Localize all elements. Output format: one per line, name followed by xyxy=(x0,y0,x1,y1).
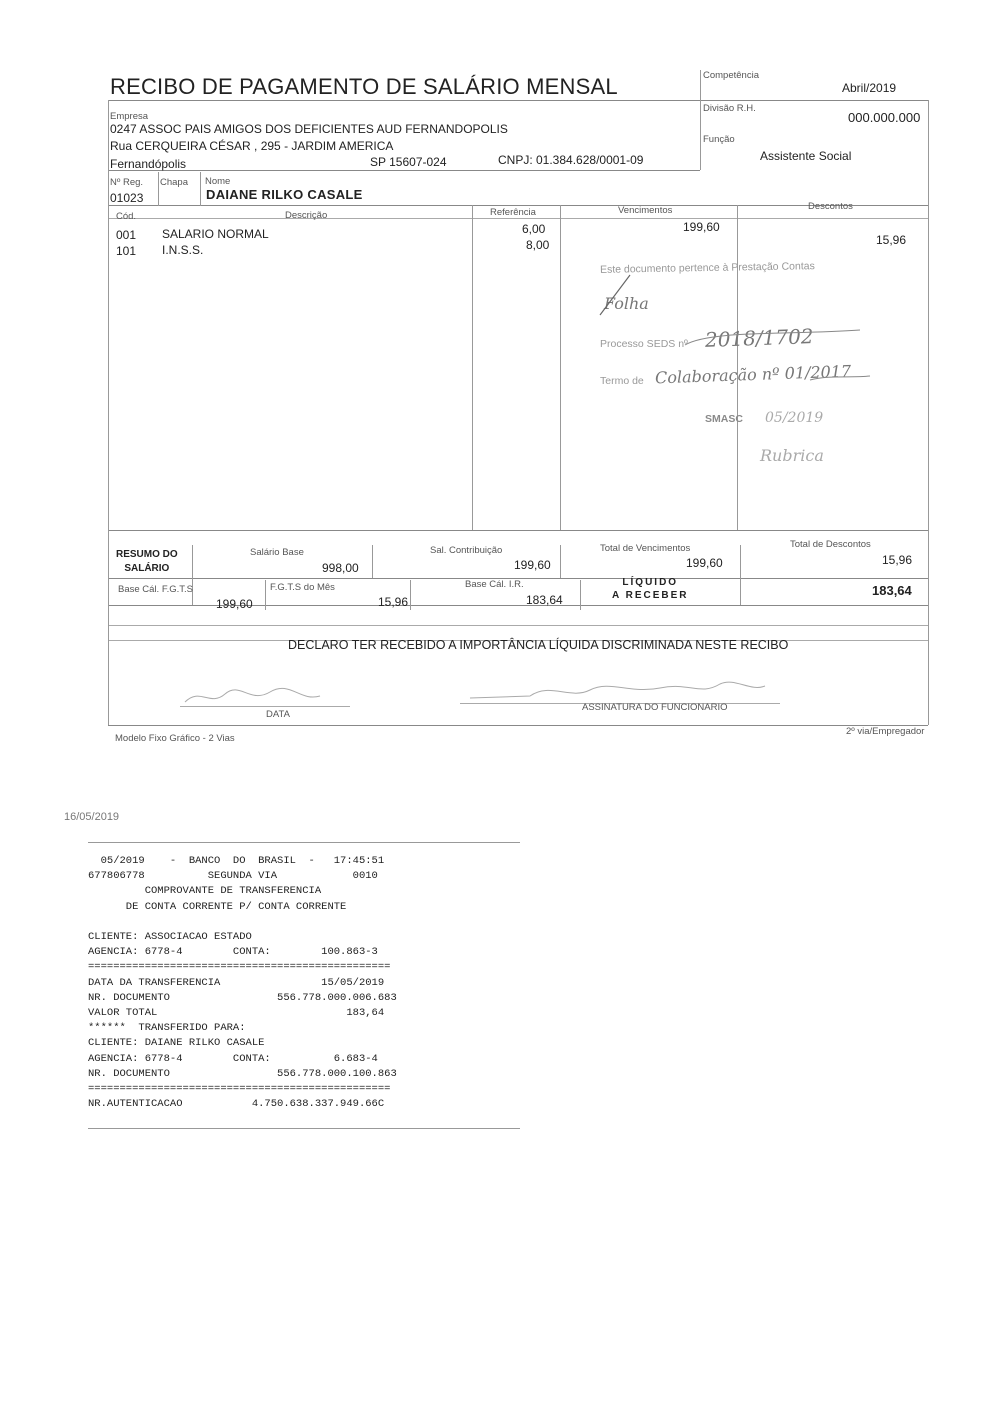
receipt-line: CLIENTE: DAIANE RILKO CASALE xyxy=(88,1037,265,1050)
stamp-handwriting: Colaboração nº 01/2017 xyxy=(654,361,852,388)
col-referencia: Referência xyxy=(490,207,536,218)
item-cod: 001 xyxy=(116,228,137,242)
base-fgts-label: Base Cál. F.G.T.S xyxy=(118,584,193,595)
col-descontos: Descontos xyxy=(808,201,853,212)
receipt-line: 677806778 SEGUNDA VIA 0010 xyxy=(88,870,378,883)
receipt-line: CLIENTE: ASSOCIACAO ESTADO xyxy=(88,931,252,944)
receipt-line: ****** TRANSFERIDO PARA: xyxy=(88,1022,246,1035)
print-date: 16/05/2019 xyxy=(64,811,120,823)
receipt-line: COMPROVANTE DE TRANSFERENCIA xyxy=(88,885,322,898)
empresa-label: Empresa xyxy=(110,111,149,122)
declaration-text: DECLARO TER RECEBIDO A IMPORTÂNCIA LÍQUIDA DISCRIMINADA NESTE RECIBO xyxy=(288,638,789,652)
receipt-line: ================================================ xyxy=(88,961,391,974)
col-descricao: Descrição xyxy=(285,210,328,221)
col-vencimentos: Vencimentos xyxy=(618,205,673,216)
receipt-body xyxy=(88,854,397,1112)
fgts-mes-label: F.G.T.S do Mês xyxy=(270,582,335,593)
salario-base-value: 998,00 xyxy=(322,561,359,575)
item-descricao: I.N.S.S. xyxy=(162,243,204,257)
base-fgts-value: 199,60 xyxy=(216,597,253,611)
item-descontos: 15,96 xyxy=(876,233,907,247)
empresa-name: 0247 ASSOC PAIS AMIGOS DOS DEFICIENTES AUD FERNANDOPOLIS xyxy=(110,122,508,136)
base-ir-value: 183,64 xyxy=(526,593,563,607)
stamp-line-1: Este documento pertence à Prestação Contas xyxy=(599,260,815,276)
reg-value: 01023 xyxy=(110,191,144,205)
receipt-line: DE CONTA CORRENTE P/ CONTA CORRENTE xyxy=(88,900,347,913)
footer-model: Modelo Fixo Gráfico - 2 Vias xyxy=(115,733,235,744)
chapa-label: Chapa xyxy=(160,177,188,188)
date-signature-scribble xyxy=(180,682,330,712)
funcao-value: Assistente Social xyxy=(760,149,852,163)
base-ir-label: Base Cál. I.R. xyxy=(465,579,524,590)
divisao-value: 000.000.000 xyxy=(848,110,921,125)
reg-label: Nº Reg. xyxy=(110,177,144,188)
stamp-signature-mark xyxy=(590,260,890,480)
total-venc-value: 199,60 xyxy=(686,556,723,570)
receipt-line: DATA DA TRANSFERENCIA 15/05/2019 xyxy=(88,976,385,989)
resumo-label-line-2: SALÁRIO xyxy=(124,563,170,574)
stamp-line-3-label: Processo SEDS nº xyxy=(600,338,688,350)
empresa-city: Fernandópolis xyxy=(110,157,187,171)
payslip-title: RECIBO DE PAGAMENTO DE SALÁRIO MENSAL xyxy=(110,74,618,99)
liquido-label-line-2: A RECEBER xyxy=(612,590,689,601)
sal-contrib-label: Sal. Contribuição xyxy=(430,545,503,556)
total-desc-value: 15,96 xyxy=(882,553,913,567)
salario-base-label: Salário Base xyxy=(250,547,304,558)
empresa-address: Rua CERQUEIRA CÉSAR , 295 - JARDIM AMERICA xyxy=(110,139,394,153)
total-venc-label: Total de Vencimentos xyxy=(600,543,691,554)
competencia-value: Abril/2019 xyxy=(842,81,897,95)
nome-value: DAIANE RILKO CASALE xyxy=(206,187,363,202)
liquido-label-line-1: LÍQUIDO xyxy=(622,577,679,588)
receipt-line: AGENCIA: 6778-4 CONTA: 6.683-4 xyxy=(88,1052,378,1065)
footer-copy: 2º via/Empregador xyxy=(846,726,925,737)
stamp-handwriting: Folha xyxy=(604,294,649,313)
empresa-cnpj: CNPJ: 01.384.628/0001-09 xyxy=(498,153,644,167)
receipt-line: VALOR TOTAL 183,64 xyxy=(88,1007,385,1020)
receipt-line: NR.AUTENTICACAO 4.750.638.337.949.66C xyxy=(88,1098,385,1111)
bank-receipt xyxy=(84,840,524,1140)
total-desc-label: Total de Descontos xyxy=(790,539,871,550)
competencia-label: Competência xyxy=(703,70,759,81)
item-referencia: 6,00 xyxy=(522,222,546,236)
stamp-handwriting: 2018/1702 xyxy=(704,324,814,352)
stamp-line-5-label: SMASC xyxy=(705,413,743,425)
divisao-label: Divisão R.H. xyxy=(703,103,756,114)
stamp-handwriting: 05/2019 xyxy=(765,410,824,426)
assinatura-label: ASSINATURA DO FUNCIONARIO xyxy=(582,702,728,713)
nome-label: Nome xyxy=(205,176,231,187)
receipt-line: NR. DOCUMENTO 556.778.000.100.863 xyxy=(88,1067,397,1080)
fgts-mes-value: 15,96 xyxy=(378,595,409,609)
sal-contrib-value: 199,60 xyxy=(514,558,551,572)
item-referencia: 8,00 xyxy=(526,238,550,252)
stamp-line-4-label: Termo de xyxy=(600,375,644,387)
funcao-label: Função xyxy=(703,134,735,145)
stamp-handwriting: Rubrica xyxy=(760,446,824,465)
col-cod: Cód. xyxy=(116,211,137,222)
resumo-label-line-1: RESUMO DO xyxy=(116,549,178,560)
receipt-line: NR. DOCUMENTO 556.778.000.006.683 xyxy=(88,991,397,1004)
data-label: DATA xyxy=(266,709,290,720)
item-descricao: SALARIO NORMAL xyxy=(162,227,269,241)
liquido-label xyxy=(612,576,689,602)
item-cod: 101 xyxy=(116,244,137,258)
liquido-value: 183,64 xyxy=(872,583,912,598)
receipt-line: 05/2019 - BANCO DO BRASIL - 17:45:51 xyxy=(88,855,385,867)
receipt-line xyxy=(88,915,397,930)
receipt-line: ================================================ xyxy=(88,1083,391,1096)
receipt-line: AGENCIA: 6778-4 CONTA: 100.863-3 xyxy=(88,946,378,959)
resumo-label xyxy=(116,548,178,576)
item-vencimentos: 199,60 xyxy=(683,220,720,234)
empresa-state-cep: SP 15607-024 xyxy=(370,155,447,169)
